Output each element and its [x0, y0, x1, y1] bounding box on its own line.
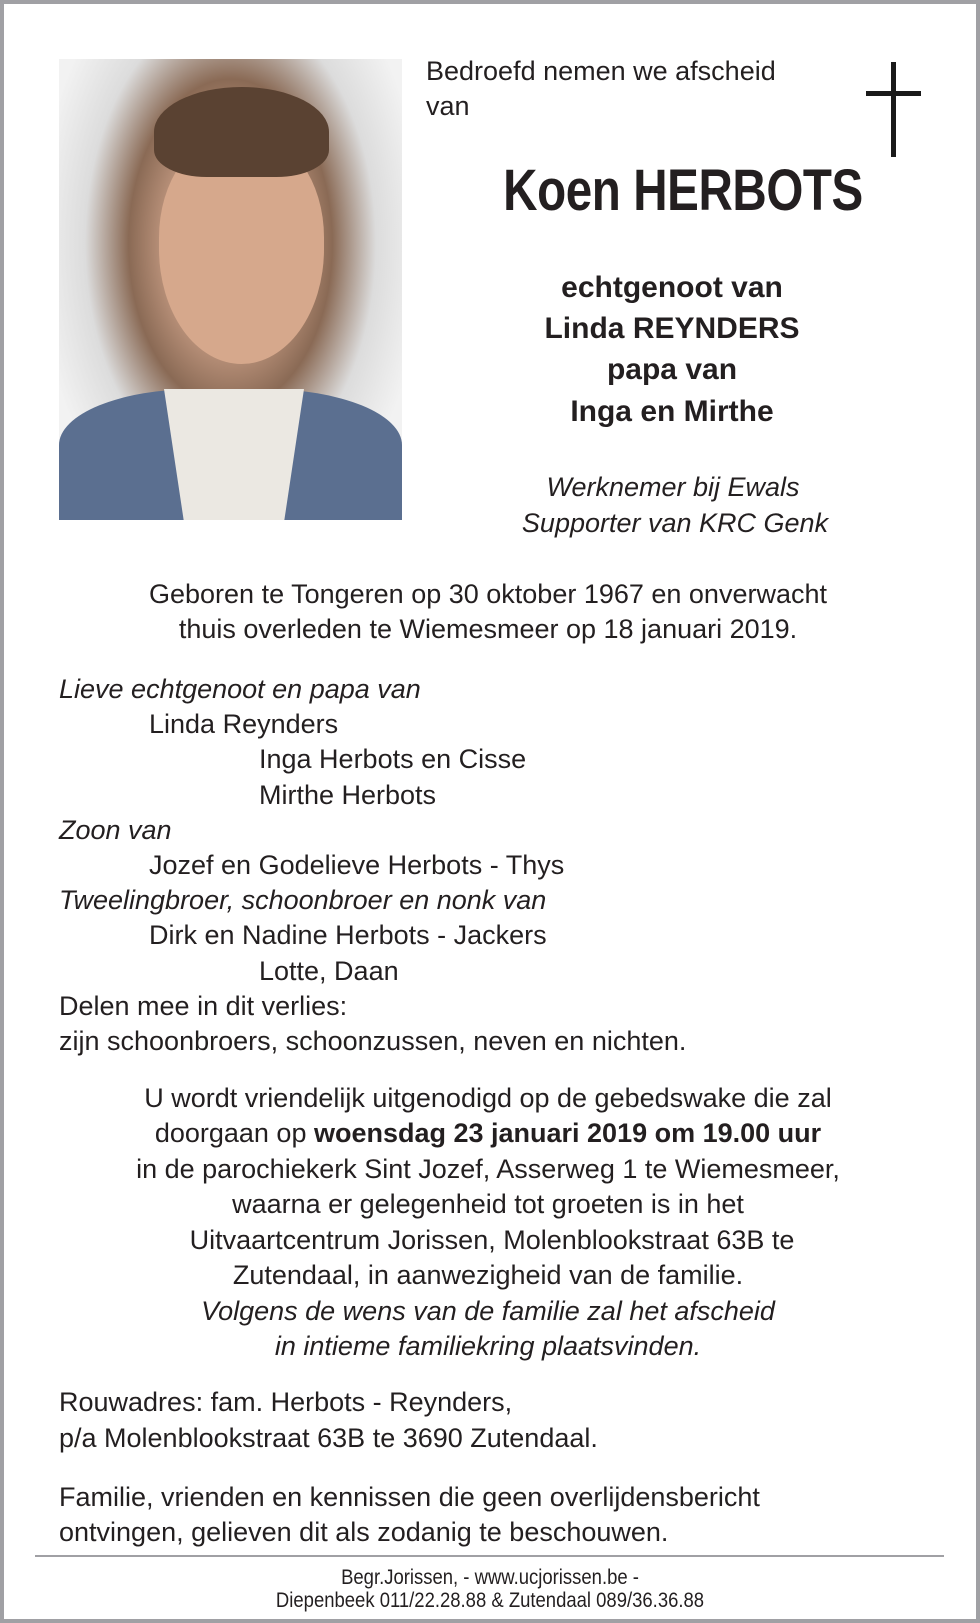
footer-line: Diepenbeek 011/22.28.88 & Zutendaal 089/36.36.88 — [275, 1589, 705, 1612]
role-line: Werknemer bij Ewals — [546, 472, 800, 502]
service-date: woensdag 23 januari 2019 om 19.00 uur — [313, 1118, 822, 1148]
family-line: Jozef en Godelieve Herbots - Thys — [149, 850, 565, 880]
service-line: Zutendaal, in aanwezigheid van de familie. — [232, 1260, 744, 1290]
family-line: Zoon van — [59, 814, 172, 845]
deceased-name: Koen HERBOTS — [503, 158, 863, 223]
service-line: Volgens de wens van de familie zal het afscheid — [201, 1296, 775, 1326]
footer-line: Begr.Jorissen, - www.ucjorissen.be - — [341, 1566, 639, 1589]
address-line: p/a Molenblookstraat 63B te 3690 Zutendaal. — [59, 1423, 598, 1453]
family-line: Linda Reynders — [149, 709, 339, 740]
birth-line: Geboren te Tongeren op 30 oktober 1967 en onverwacht — [149, 579, 827, 609]
footer-divider — [35, 1555, 944, 1557]
family-line: Dirk en Nadine Herbots - Jackers — [149, 920, 547, 951]
family-line: Delen mee in dit verlies: — [59, 990, 348, 1021]
service-line: U wordt vriendelijk uitgenodigd op de gebedswake die zal — [144, 1083, 832, 1113]
family-line: Inga Herbots en Cisse — [259, 744, 527, 775]
service-line: in de parochiekerk Sint Jozef, Asserweg 1 te Wiemesmeer, — [136, 1154, 840, 1184]
service-line: waarna er gelegenheid tot groeten is in het — [232, 1189, 744, 1219]
relation-line: echtgenoot van — [561, 271, 783, 304]
relation-line: Inga en Mirthe — [570, 395, 774, 428]
birth-line: thuis overleden te Wiemesmeer op 18 januari 2019. — [178, 614, 798, 644]
portrait-photo — [59, 59, 402, 520]
family-line: zijn schoonbroers, schoonzussen, neven en nichten. — [59, 1026, 687, 1056]
intro-line-2: van — [426, 91, 470, 121]
service-line: Uitvaartcentrum Jorissen, Molenblookstraat 63B te — [189, 1225, 795, 1255]
address-line: Rouwadres: fam. Herbots - Reynders, — [59, 1387, 513, 1417]
service-line: in intieme familiekring plaatsvinden. — [274, 1331, 702, 1361]
role-line: Supporter van KRC Genk — [521, 508, 829, 538]
family-line: Tweelingbroer, schoonbroer en nonk van — [59, 885, 547, 916]
intro-line-1: Bedroefd nemen we afscheid — [426, 56, 776, 86]
family-line: Lotte, Daan — [259, 955, 399, 986]
family-line: Mirthe Herbots — [259, 779, 437, 810]
relation-line: papa van — [606, 353, 738, 386]
family-line: Lieve echtgenoot en papa van — [59, 674, 421, 704]
notice-line: ontvingen, gelieven dit als zodanig te beschouwen. — [59, 1517, 669, 1547]
service-text: doorgaan op — [154, 1118, 314, 1148]
service-line — [155, 1116, 821, 1150]
relation-line: Linda REYNDERS — [544, 312, 800, 345]
notice-line: Familie, vrienden en kennissen die geen overlijdensbericht — [59, 1482, 760, 1512]
